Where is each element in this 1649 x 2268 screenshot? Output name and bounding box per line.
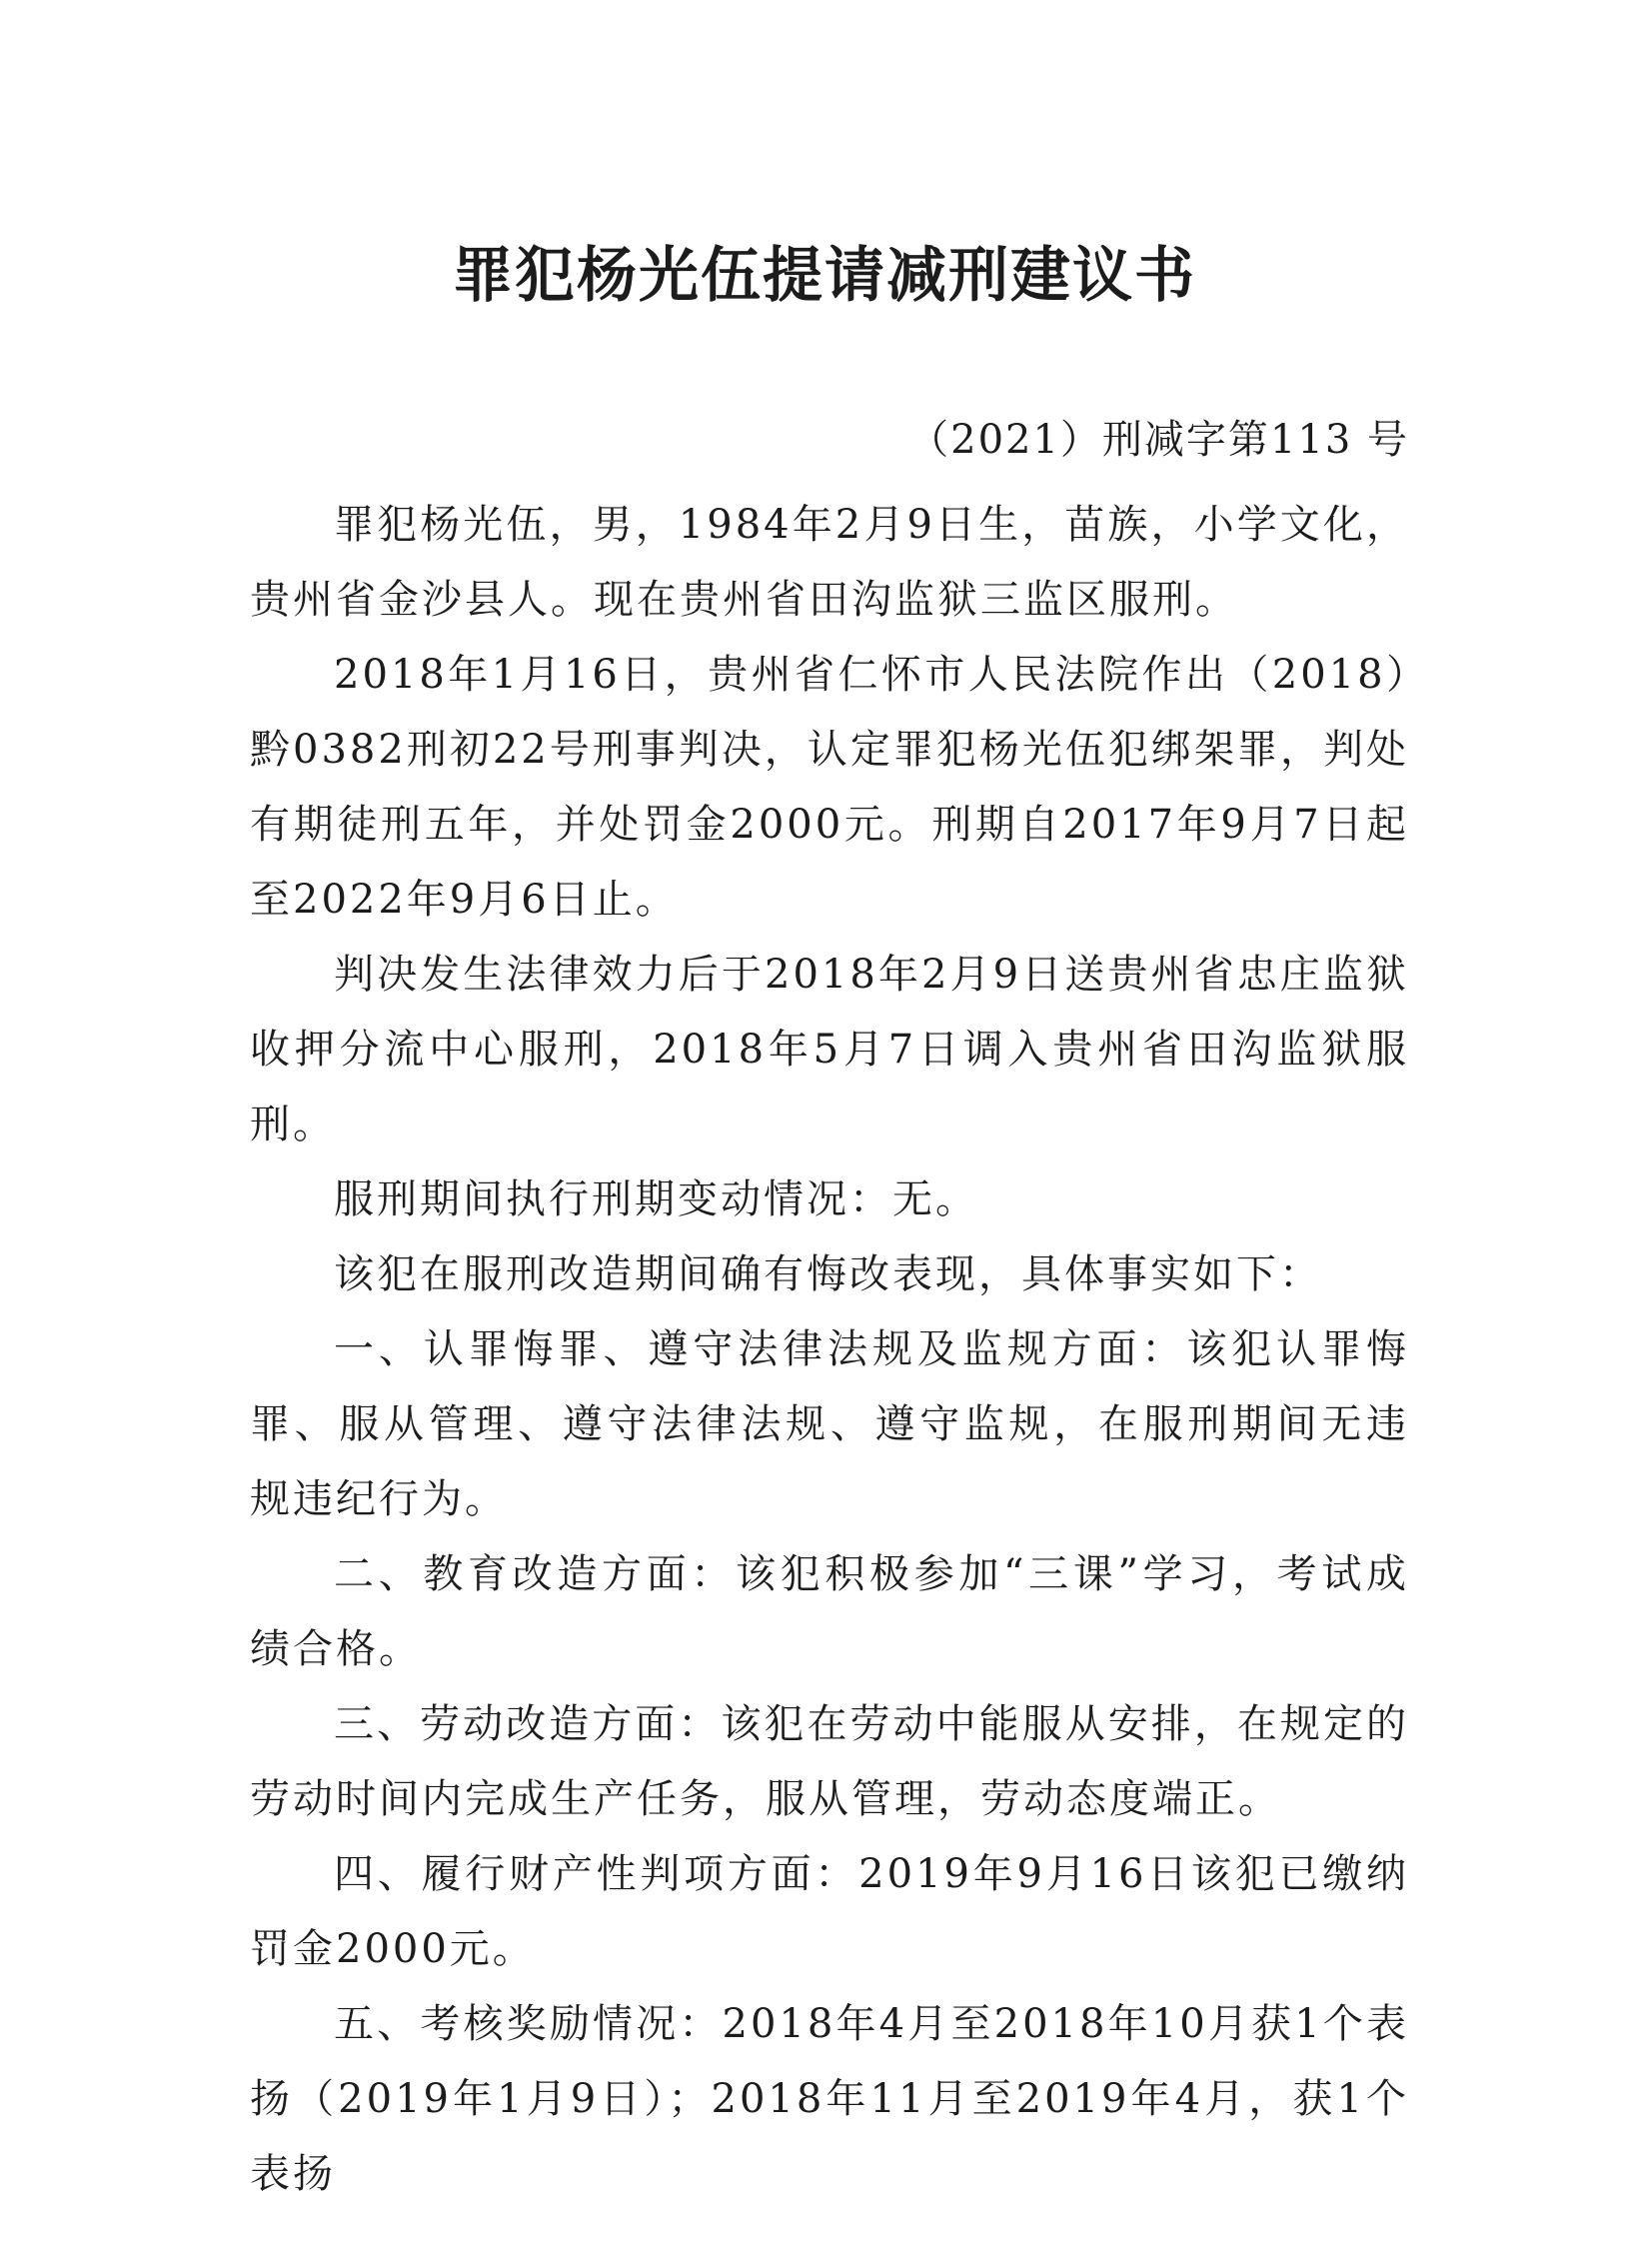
paragraph-sentence-changes: 服刑期间执行刑期变动情况：无。	[334, 1176, 978, 1222]
paragraph-transfer: 判决发生法律效力后于2018年2月9日送贵州省忠庄监狱收押分流中心服刑，2018年5月7日调入贵州省田沟监狱服刑。	[250, 952, 1409, 1147]
paragraph-facts-intro: 该犯在服刑改造期间确有悔改表现，具体事实如下：	[334, 1251, 1322, 1297]
document-body	[250, 488, 1409, 2212]
paragraph-labor: 三、劳动改造方面：该犯在劳动中能服从安排，在规定的劳动时间内完成生产任务，服从管理，劳动态度端正。	[250, 1701, 1409, 1822]
document-number: （2021）刑减字第113 号	[908, 417, 1409, 463]
paragraph-rewards: 五、考核奖励情况：2018年4月至2018年10月获1个表扬（2019年1月9日）；2018年11月至2019年4月，获1个表扬	[250, 2001, 1409, 2197]
paragraph-property-judgment: 四、履行财产性判项方面：2019年9月16日该犯已缴纳罚金2000元。	[250, 1851, 1409, 1972]
paragraph-personal-info: 罪犯杨光伍，男，1984年2月9日生，苗族，小学文化，贵州省金沙县人。现在贵州省田沟监狱三监区服刑。	[250, 502, 1409, 623]
paragraph-education: 二、教育改造方面：该犯积极参加“三课”学习，考试成绩合格。	[250, 1551, 1409, 1672]
paragraph-repentance: 一、认罪悔罪、遵守法律法规及监规方面：该犯认罪悔罪、服从管理、遵守法律法规、遵守监规，在服刑期间无违规违纪行为。	[250, 1326, 1409, 1522]
document-title: 罪犯杨光伍提请减刑建议书	[453, 241, 1196, 311]
paragraph-judgment: 2018年1月16日，贵州省仁怀市人民法院作出（2018）黔0382刑初22号刑事判决，认定罪犯杨光伍犯绑架罪，判处有期徒刑五年，并处罚金2000元。刑期自2017年9月7日起至2022年9月6日止。	[250, 652, 1409, 923]
